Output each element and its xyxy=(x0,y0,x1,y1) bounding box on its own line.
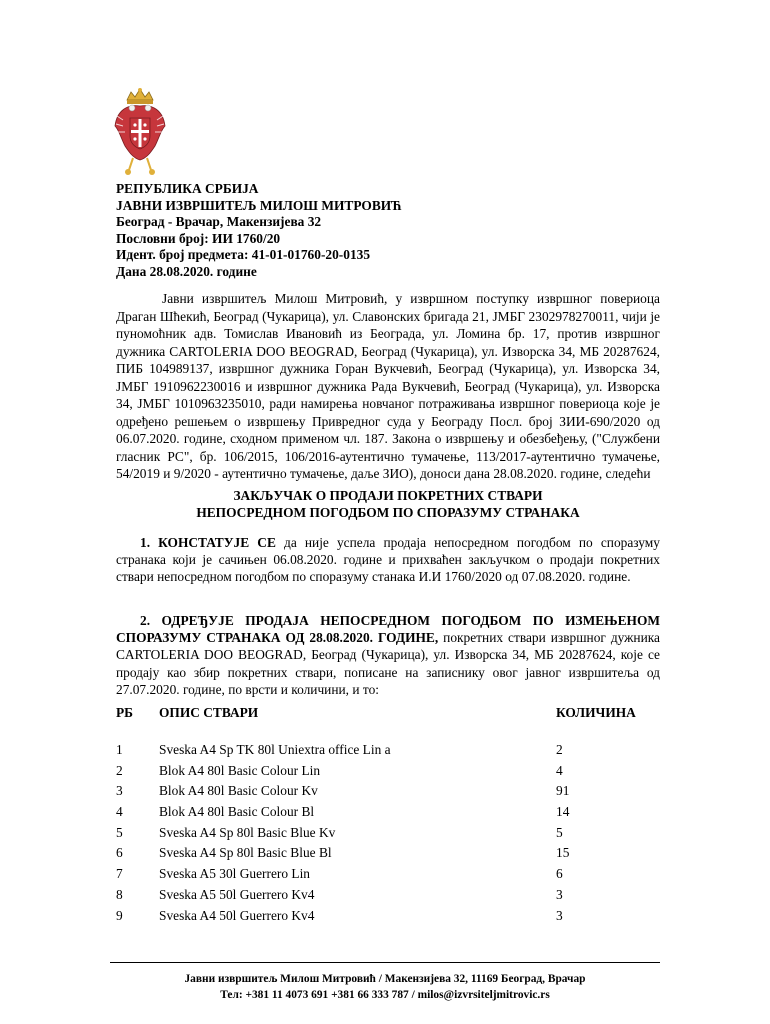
title-line-1: ЗАКЉУЧАК О ПРОДАЈИ ПОКРЕТНИХ СТВАРИ xyxy=(233,488,543,503)
row-quantity: 6 xyxy=(556,866,563,882)
page-footer xyxy=(110,972,660,1003)
row-quantity: 3 xyxy=(556,907,563,923)
footer-address: Јавни извршитељ Милош Митровић / Макензијева 32, 11169 Београд, Врачар xyxy=(184,973,586,985)
row-quantity: 14 xyxy=(556,804,570,820)
header-date: Дана 28.08.2020. године xyxy=(116,263,257,279)
row-number: 9 xyxy=(116,907,123,923)
header-bailiff: ЈАВНИ ИЗВРШИТЕЉ МИЛОШ МИТРОВИЋ xyxy=(116,197,402,213)
row-description: Sveska A4 50l Guerrero Kv4 xyxy=(159,907,315,923)
coat-of-arms-icon xyxy=(113,86,167,178)
paragraph-1 xyxy=(116,534,660,586)
paragraph-2 xyxy=(116,612,660,698)
row-number: 8 xyxy=(116,886,123,902)
row-description: Sveska A5 30l Guerrero Lin xyxy=(159,866,310,882)
row-quantity: 3 xyxy=(556,886,563,902)
table-row xyxy=(116,742,676,763)
row-description: Sveska A4 Sp TK 80l Uniextra office Lin a xyxy=(159,742,391,757)
footer-contact: Тел: +381 11 4073 691 +381 66 333 787 / milos@izvrsiteljmitrovic.rs xyxy=(220,988,550,1001)
row-number: 7 xyxy=(116,866,123,882)
row-quantity: 2 xyxy=(556,742,563,757)
row-quantity: 5 xyxy=(556,824,563,840)
table-row xyxy=(116,887,676,908)
row-description: Sveska A4 Sp 80l Basic Blue Bl xyxy=(159,845,332,861)
row-description: Blok A4 80l Basic Colour Kv xyxy=(159,783,318,799)
intro-paragraph: Јавни извршитељ Милош Митровић, у извршном поступку извршног повериоца Драган Шћекић, Београд (Чукарица), ул. Славонских бригада 21, ЈМБГ 2302978270011, чији је пуномоћник адв. Томислав Ивановић из Београда, ул. Ломина бр. 17, против извршног дужника CARTOLERIA DOO BEOGRAD, Београд (Чукарица), ул. Изворска 34, МБ 20287624, ПИБ 104989137, извршног дужника Горан Вукчевић, Београд (Чукарица), ул. Изворска 34, ЈМБГ 1910962230016 и извршног дужника Рада Вукчевић, Београд (Чукарица), ул. Изворска 34, ЈМБГ 1010963235010, ради намирења новчаног потраживања извршног повериоца које је одређено решењем о извршењу Привредног суда у Београду Посл. број ЗИИ-690/2020 од 06.07.2020. године, сходном применом чл. 187. Закона о извршењу и обезбеђењу, ("Службени гласник РС", бр. 106/2015, 106/2016-аутентично тумачење, 113/2017-аутентично тумачење, 54/2019 и 9/2020 - аутентично тумачење, даље ЗИО), доноси дана 28.08.2020. године, следећи xyxy=(116,291,660,481)
row-description: Sveska A4 Sp 80l Basic Blue Kv xyxy=(159,824,336,840)
table-header-rb: РБ xyxy=(116,705,134,720)
table-header-quantity: КОЛИЧИНА xyxy=(556,705,636,720)
header-ident-number: Идент. број предмета: 41-01-01760-20-0135 xyxy=(116,247,371,263)
table-row xyxy=(116,866,676,887)
row-description: Sveska A5 50l Guerrero Kv4 xyxy=(159,886,315,902)
row-description: Blok A4 80l Basic Colour Bl xyxy=(159,804,315,820)
table-row xyxy=(116,908,676,929)
table-row xyxy=(116,783,676,804)
table-row xyxy=(116,845,676,866)
footer-divider xyxy=(110,962,660,963)
header-address: Београд - Врачар, Макензијева 32 xyxy=(116,214,322,230)
row-number: 2 xyxy=(116,762,123,778)
title-line-2: НЕПОСРЕДНОМ ПОГОДБОМ ПО СПОРАЗУМУ СТРАНАКА xyxy=(196,505,580,520)
paragraph-1-lead: 1. КОНСТАТУЈЕ СЕ xyxy=(140,535,276,550)
paragraph-2-text: покретних ствари извршног дужника CARTOLERIA DOO BEOGRAD, Београд (Чукарица), ул. Изворска 34, МБ 20287624, које се продају као збир покретних ствари, пописане на записнику овог јавног извршитеља од 27.07.2020. године, по врсти и количини, и то: xyxy=(116,630,661,697)
row-quantity: 4 xyxy=(556,762,563,778)
row-number: 5 xyxy=(116,824,123,840)
row-number: 3 xyxy=(116,783,123,799)
table-row xyxy=(116,804,676,825)
document-header xyxy=(116,181,402,281)
paragraph-2-lead: 2. ОДРЕЂУЈЕ ПРОДАЈА НЕПОСРЕДНОМ ПОГОДБОМ ПО ИЗМЕЊЕНОМ СПОРАЗУМУ СТРАНАКА ОД 28.08.2020. ГОДИНЕ, xyxy=(116,613,660,646)
paragraph-1-text: да није успела продаја непосредном погодбом по споразуму странака који је сачињен 06.08.2020. године и прихваћен закључком о продаји покретних ствари непосредном погодбом по споразуму станака И.И 1760/2020 од 07.08.2020. године. xyxy=(116,535,660,585)
items-table xyxy=(116,742,676,928)
header-case-number: Пословни број: ИИ 1760/20 xyxy=(116,230,281,246)
row-description: Blok A4 80l Basic Colour Lin xyxy=(159,762,321,778)
document-title xyxy=(116,487,660,521)
row-quantity: 15 xyxy=(556,845,570,861)
row-number: 4 xyxy=(116,804,123,820)
table-row xyxy=(116,763,676,784)
table-row xyxy=(116,825,676,846)
row-number: 1 xyxy=(116,742,123,757)
row-number: 6 xyxy=(116,845,123,861)
header-country: РЕПУБЛИКА СРБИЈА xyxy=(116,181,259,196)
row-quantity: 91 xyxy=(556,783,570,799)
table-header-description: ОПИС СТВАРИ xyxy=(159,705,259,720)
